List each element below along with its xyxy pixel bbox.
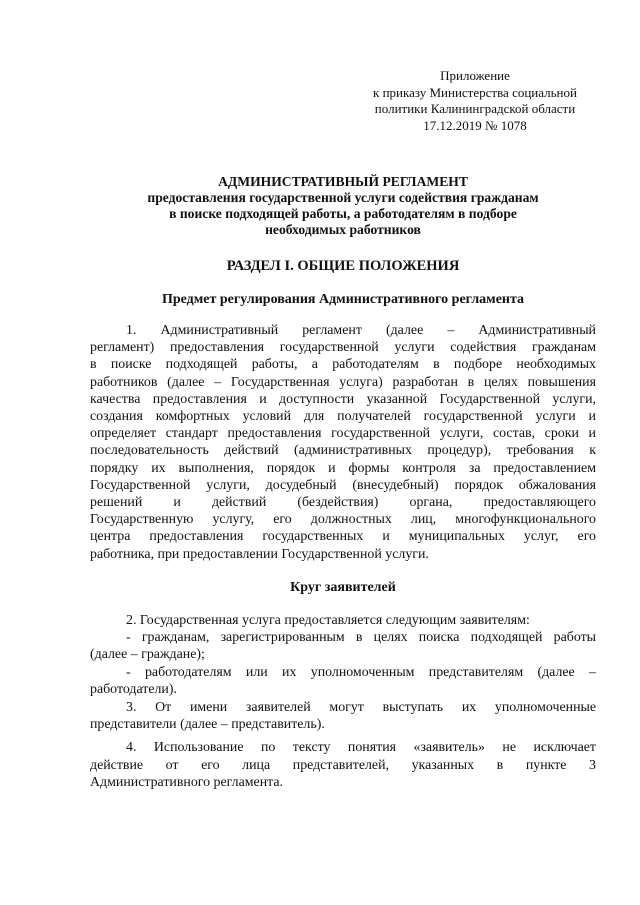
- paragraph-2-item-2: [90, 664, 596, 698]
- appendix-note: [355, 68, 595, 134]
- text-line: порядку их выполнения, порядок и формы контроля за предоставлением: [90, 460, 596, 476]
- text-line: представители (далее – представитель).: [90, 717, 325, 733]
- text-line: работодатели).: [90, 681, 177, 697]
- text-line: в поиске подходящей работы, а работодателям в подборе необходимых: [90, 357, 596, 373]
- title-line: в поиске подходящей работы, а работодателям в подборе: [169, 206, 517, 221]
- appendix-line: 17.12.2019 № 1078: [423, 117, 527, 133]
- title-line: предоставления государственной услуги содействия гражданам: [147, 190, 539, 205]
- paragraph-2-text: [90, 612, 596, 629]
- document-title: [90, 174, 596, 238]
- text-line: Государственной услуги, досудебный (внесудебный) порядок обжалования: [90, 477, 596, 493]
- text-line: создания комфортных условий для получателей государственной услуги и: [90, 409, 596, 425]
- text-line: регламент) предоставления государственной услуги содействия гражданам: [90, 340, 596, 356]
- applicants-heading: Круг заявителей: [290, 580, 396, 595]
- text-line: определяет стандарт предоставления государственной услуги, состав, сроки и: [90, 426, 596, 442]
- subject-heading: Предмет регулирования Административного регламента: [161, 292, 525, 307]
- title-line: АДМИНИСТРАТИВНЫЙ РЕГЛАМЕНТ: [218, 174, 468, 189]
- text-line: 4. Использование по тексту понятия «заявитель» не исключает: [126, 740, 596, 756]
- text-line: 2. Государственная услуга предоставляется следующим заявителям:: [126, 613, 530, 628]
- paragraph-3: [90, 699, 596, 733]
- text-line: центра предоставления государственных и муниципальных услуг, его: [90, 529, 596, 545]
- text-line: решений и действий (бездействия) органа, предоставляющего: [90, 495, 596, 511]
- text-line: - работодателям или их уполномоченным представителям (далее –: [126, 664, 596, 680]
- text-line: Государственную услугу, его должностных лиц, многофункционального: [90, 512, 596, 528]
- text-line: работников (далее – Государственная услуга) разработан в целях повышения: [90, 374, 596, 390]
- text-line: качества предоставления и доступности указанной Государственной услуги,: [90, 391, 596, 407]
- title-line: необходимых работников: [265, 222, 421, 237]
- paragraph-1: [90, 322, 596, 563]
- appendix-line: Приложение: [440, 68, 510, 83]
- text-line: 3. От имени заявителей могут выступать их уполномоченные: [126, 700, 596, 716]
- text-line: (далее – граждане);: [90, 647, 205, 663]
- appendix-line: политики Калининградской области: [374, 101, 576, 116]
- text-line: последовательность действий (административных процедур), требования к: [90, 443, 596, 459]
- text-line: действие от его лица представителей, указанных в пункте 3: [90, 757, 596, 773]
- paragraph-2-item-1: [90, 629, 596, 663]
- text-line: работника, при предоставлении Государственной услуги.: [90, 546, 429, 562]
- appendix-line: к приказу Министерства социальной: [373, 84, 577, 100]
- text-line: 1. Административный регламент (далее – Административный: [126, 323, 596, 338]
- paragraph-2: [90, 612, 596, 791]
- paragraph-4: [90, 739, 596, 791]
- text-line: - гражданам, зарегистрированным в целях поиска подходящей работы: [126, 630, 596, 646]
- paragraph-1-text: [90, 322, 596, 563]
- section-title: РАЗДЕЛ I. ОБЩИЕ ПОЛОЖЕНИЯ: [226, 258, 460, 274]
- text-line: Административного регламента.: [90, 774, 284, 790]
